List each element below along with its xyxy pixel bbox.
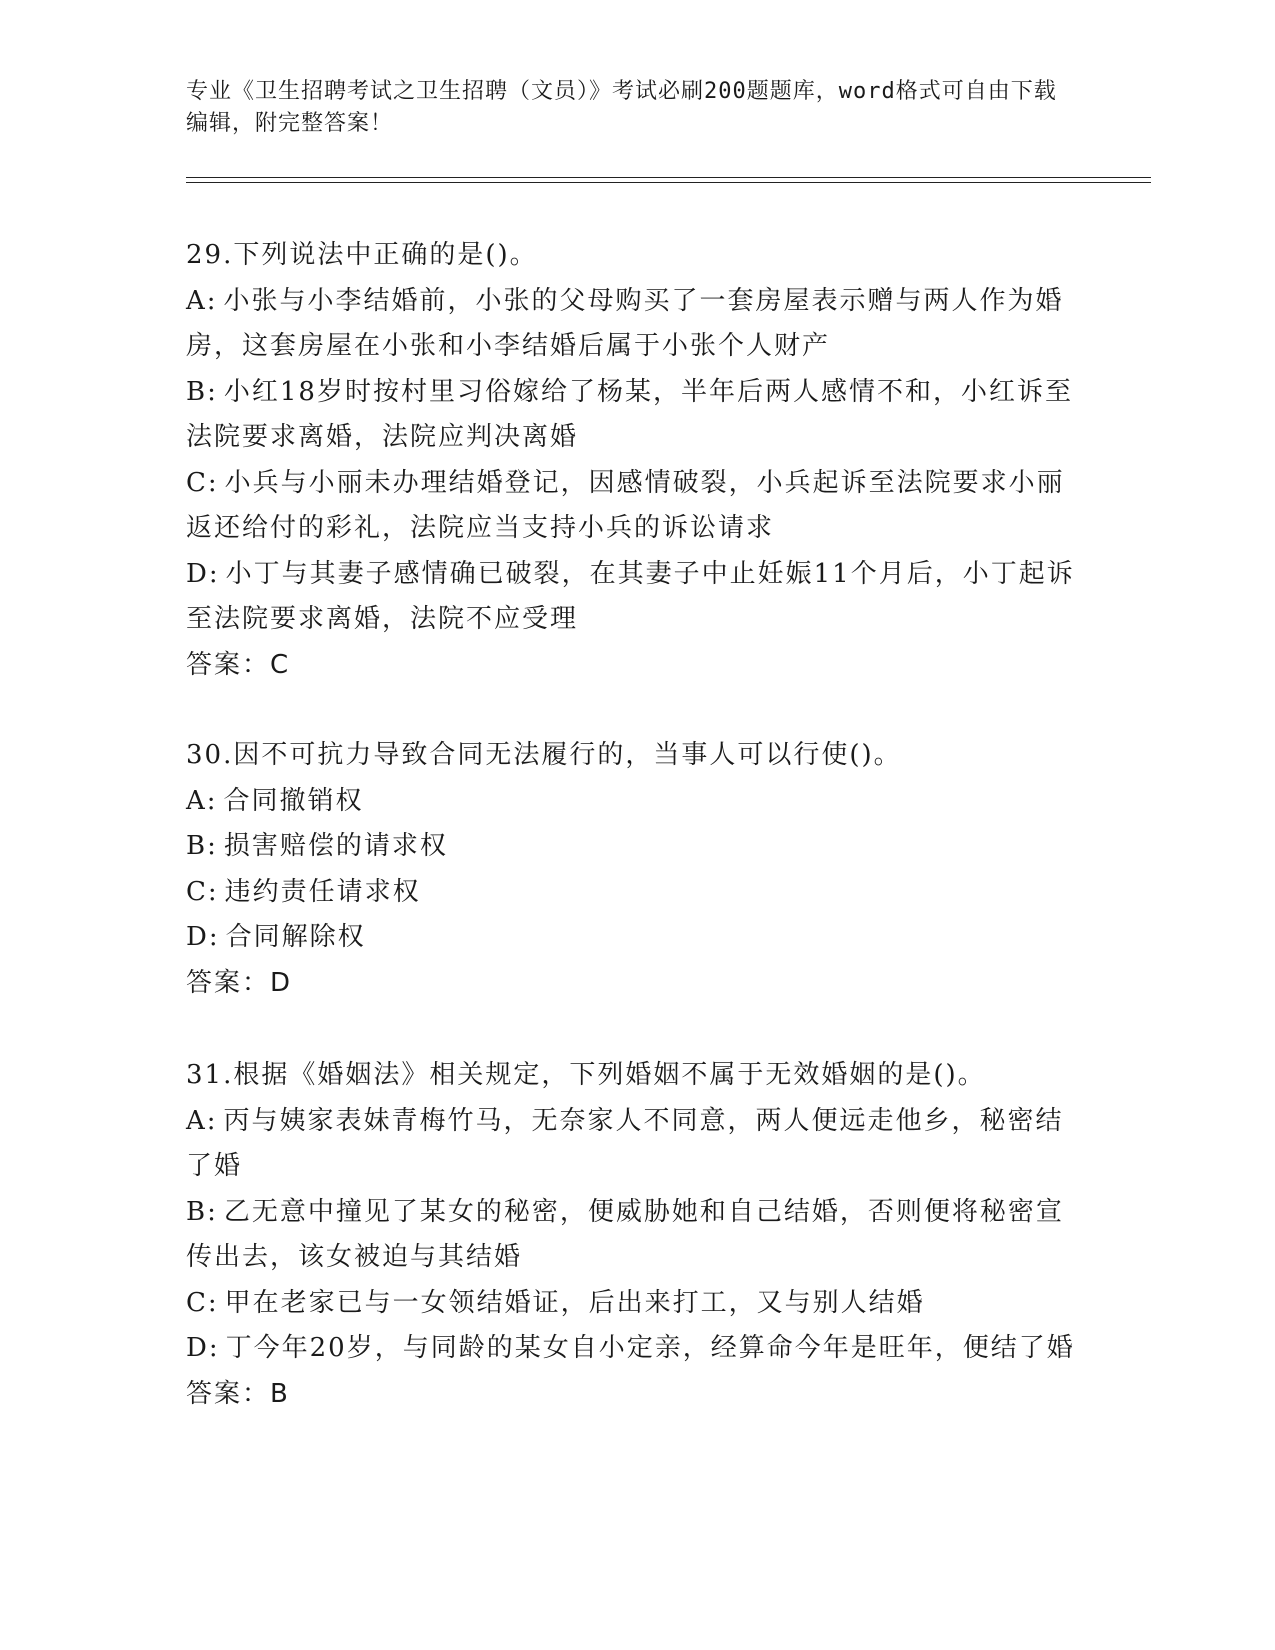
question-31	[186, 1053, 1086, 1417]
option-label: B:	[186, 831, 218, 861]
question-29	[186, 233, 1086, 688]
option-text: 乙无意中撞见了某女的秘密，便威胁她和自己结婚，否则便将秘密宣传出去，该女被迫与其结婚	[186, 1196, 1064, 1272]
option-a	[186, 279, 1086, 370]
option-text: 丁今年20岁，与同龄的某女自小定亲，经算命今年是旺年，便结了婚	[225, 1333, 1075, 1363]
option-label: B:	[186, 376, 218, 407]
header-divider-top	[186, 177, 1151, 178]
answer: 答案：C	[186, 649, 291, 680]
option-text: 合同撤销权	[223, 785, 364, 816]
option-text: 小兵与小丽未办理结婚登记，因感情破裂，小兵起诉至法院要求小丽返还给付的彩礼，法院应当支持小兵的诉讼请求	[186, 467, 1065, 543]
question-30	[186, 733, 1086, 1006]
option-text: 违约责任请求权	[224, 876, 421, 907]
option-text: 甲在老家已与一女领结婚证，后出来打工，又与别人结婚	[224, 1287, 925, 1318]
option-text: 合同解除权	[225, 922, 366, 952]
option-d	[186, 552, 1086, 643]
option-a	[186, 779, 1086, 825]
option-label: C:	[186, 467, 219, 498]
option-text: 小张与小李结婚前，小张的父母购买了一套房屋表示赠与两人作为婚房，这套房屋在小张和小李结婚后属于小张个人财产	[186, 285, 1064, 361]
option-text: 小红18岁时按村里习俗嫁给了杨某，半年后两人感情不和，小红诉至法院要求离婚，法院应判决离婚	[186, 376, 1073, 452]
document-header	[186, 76, 1066, 140]
option-label: A:	[186, 785, 218, 816]
option-text: 丙与姨家表妹青梅竹马，无奈家人不同意，两人便远走他乡，秘密结了婚	[186, 1105, 1064, 1181]
option-b	[186, 824, 1086, 870]
answer: 答案：B	[186, 1378, 290, 1409]
header-text: 专业《卫生招聘考试之卫生招聘（文员）》考试必刷200题题库，word格式可自由下载编辑，附完整答案！	[186, 79, 1057, 136]
question-stem: 29.下列说法中正确的是()。	[186, 240, 538, 270]
answer: 答案：D	[186, 967, 293, 998]
option-c	[186, 461, 1086, 552]
option-label: A:	[186, 285, 218, 316]
option-label: D:	[186, 558, 220, 589]
option-a	[186, 1099, 1086, 1190]
option-label: D:	[186, 1333, 220, 1363]
question-stem: 31.根据《婚姻法》相关规定，下列婚姻不属于无效婚姻的是()。	[186, 1060, 986, 1090]
option-text: 损害赔偿的请求权	[223, 831, 448, 861]
option-b	[186, 1190, 1086, 1281]
option-label: C:	[186, 1287, 219, 1318]
option-label: C:	[186, 876, 219, 907]
option-label: B:	[186, 1196, 218, 1227]
option-d	[186, 1326, 1086, 1372]
question-stem: 30.因不可抗力导致合同无法履行的，当事人可以行使()。	[186, 740, 902, 770]
header-divider-bottom	[186, 182, 1151, 183]
option-label: D:	[186, 922, 220, 952]
option-label: A:	[186, 1105, 218, 1136]
option-c	[186, 870, 1086, 916]
option-text: 小丁与其妻子感情确已破裂，在其妻子中止妊娠11个月后，小丁起诉至法院要求离婚，法院不应受理	[186, 558, 1075, 634]
option-d	[186, 915, 1086, 961]
option-c	[186, 1281, 1086, 1327]
option-b	[186, 370, 1086, 461]
